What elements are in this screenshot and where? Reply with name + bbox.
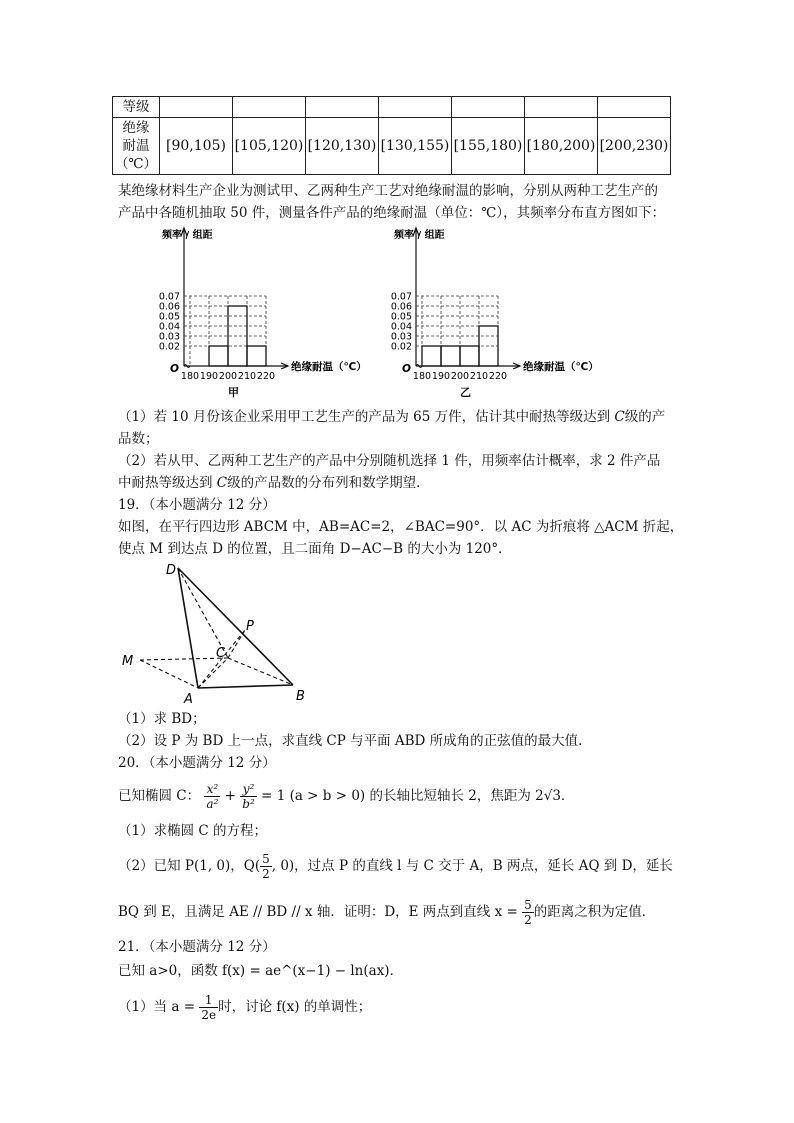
edge-MA	[140, 660, 198, 688]
y-axis-label: 频率 / 组距	[162, 230, 213, 241]
q18-part1: （1）若 10 月份该企业采用甲工艺生产的产品为 65 万件，估计其中耐热等级达到 C级的产	[118, 409, 666, 425]
x-tick-label: 210	[237, 371, 257, 382]
grade-table	[112, 96, 671, 175]
q18-part1-cont: 品数；	[118, 431, 159, 447]
histogram-bar	[422, 346, 441, 366]
histograms	[150, 226, 620, 402]
fraction-5-2: $\frac{5}{2}$	[262, 852, 270, 881]
interval-cell: [155,180)	[452, 118, 525, 175]
x-tick-label: 200	[450, 371, 470, 382]
q20-part1: （1）求椭圆 C 的方程；	[118, 823, 268, 839]
y-tick-label: 0.06	[390, 301, 412, 313]
edge-MC	[140, 658, 228, 660]
interval-cell: [90,105)	[160, 118, 233, 175]
edge-AC	[198, 658, 228, 688]
label-C: C	[216, 646, 226, 661]
x-tick-label: 190	[431, 371, 451, 382]
x-axis-label: 绝缘耐温（℃）	[291, 361, 367, 373]
label-D: D	[166, 563, 177, 578]
chart-name-label: 乙	[460, 386, 471, 399]
y-tick-label: 0.04	[158, 321, 180, 333]
q21-line-1: 已知 a>0，函数 f(x) = ae^(x−1) − ln(ax)．	[118, 963, 404, 979]
q19-line-2: 使点 M 到达点 D 的位置，且二面角 D−AC−B 的大小为 120°．	[118, 541, 512, 557]
q21-part1: （1）当 a = $\frac{1}{2e}$ 时，讨论 f(x) 的单调性；	[118, 993, 372, 1022]
q19-title: 19．（本小题满分 12 分）	[118, 497, 276, 513]
y-tick-label: 0.02	[390, 341, 412, 353]
label-A: A	[184, 692, 193, 707]
y-tick-label: 0.07	[390, 291, 412, 303]
q20-part2: （2）已知 P(1, 0)，Q( $\frac{5}{2}$ , 0)，过点 P 的直线 l 与 C 交于 A，B 两点，延长 AQ 到 D，延长	[118, 852, 673, 881]
fraction-5-2: $\frac{5}{2}$	[524, 898, 532, 927]
y-tick-label: 0.04	[390, 321, 412, 333]
q20-part2-cont: BQ 到 E，且满足 AE // BD // x 轴．证明：D，E 两点到直线 x = $\frac{5}{2}$ 的距离之积为定值．	[118, 898, 656, 927]
label-P: P	[246, 619, 254, 634]
grade-cell	[233, 97, 306, 118]
interval-cell: [180,200)	[525, 118, 598, 175]
histogram-bar	[247, 346, 266, 366]
grade-header: 等级	[113, 97, 160, 118]
intro-line-1: 某绝缘材料生产企业为测试甲、乙两种生产工艺对绝缘耐温的影响，分别从两种工艺生产的	[118, 183, 658, 199]
edge-CB	[228, 658, 293, 685]
x-tick-label: 220	[488, 371, 508, 382]
fraction-y2-b2: $\frac{\text{y²}}{\text{b²}}$	[242, 782, 255, 811]
label-B: B	[296, 689, 305, 704]
grade-cell	[452, 97, 525, 118]
histogram-yi	[391, 228, 599, 399]
q18-part2: （2）若从甲、乙两种工艺生产的产品中分别随机选择 1 件，用频率估计概率，求 2 件产品	[118, 453, 661, 469]
interval-cell: [105,120)	[233, 118, 306, 175]
grade-cell	[306, 97, 379, 118]
y-tick-label: 0.06	[158, 301, 180, 313]
fraction-x2-a2: $\frac{\text{x²}}{\text{a²}}$	[206, 782, 219, 811]
temp-header: 绝缘 耐温 （℃）	[113, 118, 160, 175]
q18-part2-cont: 中耐热等级达到 C级的产品数的分布列和数学期望．	[118, 475, 430, 491]
histogram-bar	[441, 346, 460, 366]
y-tick-label: 0.05	[158, 311, 180, 323]
grade-cell	[525, 97, 598, 118]
q19-part1: （1）求 BD；	[118, 711, 206, 727]
x-tick-label: 180	[180, 371, 200, 382]
x-tick-label: 200	[218, 371, 238, 382]
interval-cell: [130,155)	[379, 118, 452, 175]
histogram-bar	[460, 346, 479, 366]
geometry-figure	[118, 558, 318, 708]
grade-cell	[379, 97, 452, 118]
q21-title: 21．（本小题满分 12 分）	[118, 939, 276, 955]
y-tick-label: 0.07	[158, 291, 180, 303]
x-tick-label: 210	[469, 371, 489, 382]
chart-name-label: 甲	[228, 386, 239, 399]
x-tick-label: 180	[412, 371, 432, 382]
fraction-1-2e: $\frac{1}{2e}$	[201, 993, 217, 1022]
y-tick-label: 0.03	[158, 331, 180, 343]
grade-cell	[598, 97, 671, 118]
x-tick-label: 220	[256, 371, 276, 382]
intro-line-2: 产品中各随机抽取 50 件，测量各件产品的绝缘耐温（单位：℃），其频率分布直方图如下：	[118, 205, 666, 221]
y-axis-label: 频率 / 组距	[394, 230, 445, 241]
q20-title: 20．（本小题满分 12 分）	[118, 755, 276, 771]
x-axis-label: 绝缘耐温（℃）	[523, 361, 599, 373]
histogram-bar	[209, 346, 228, 366]
histogram-jia	[159, 228, 367, 399]
interval-cell: [120,130)	[306, 118, 379, 175]
origin-label: O	[402, 363, 411, 375]
q20-line-1: 已知椭圆 C： $\frac{\text{x²}}{\text{a²}}$ + $\frac{\text{y²}}{\text{b²}}$ = 1 (a > b > 0) 的长轴比短轴长 2，焦距为 2√3．	[118, 782, 575, 811]
interval-cell: [200,230)	[598, 118, 671, 175]
grade-cell	[160, 97, 233, 118]
q19-part2: （2）设 P 为 BD 上一点，求直线 CP 与平面 ABD 所成角的正弦值的最大值．	[118, 733, 592, 749]
x-tick-label: 190	[199, 371, 219, 382]
y-tick-label: 0.05	[390, 311, 412, 323]
label-M: M	[122, 654, 134, 669]
y-tick-label: 0.03	[390, 331, 412, 343]
y-tick-label: 0.02	[158, 341, 180, 353]
q19-line-1: 如图，在平行四边形 ABCM 中，AB=AC=2，∠BAC=90°．以 AC 为折痕将 △ACM 折起，	[118, 519, 684, 535]
edge-AB	[198, 685, 293, 688]
origin-label: O	[170, 363, 179, 375]
